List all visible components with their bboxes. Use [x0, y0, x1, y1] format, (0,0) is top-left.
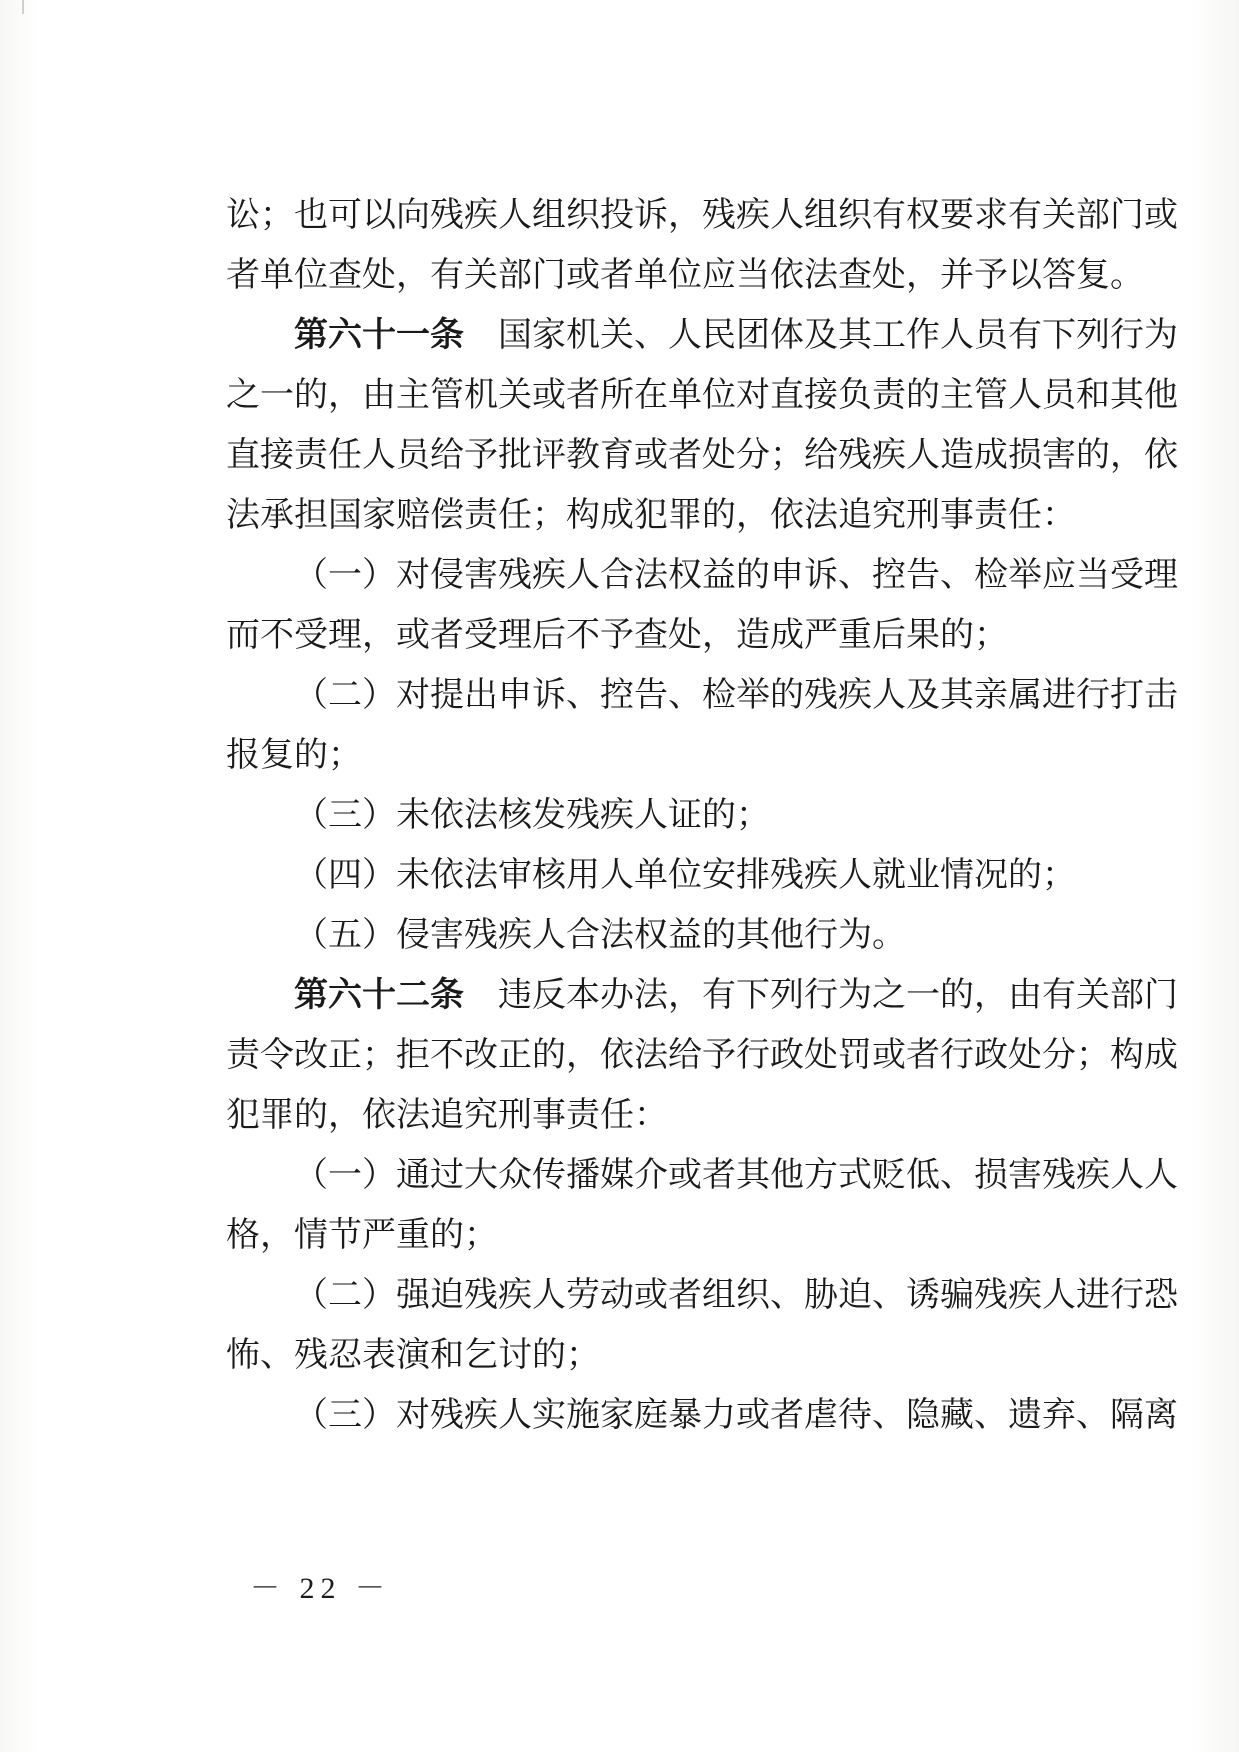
article-62-item-2: （二）强迫残疾人劳动或者组织、胁迫、诱骗残疾人进行恐	[294, 1275, 1178, 1315]
article-61-item-2: （二）对提出申诉、控告、检举的残疾人及其亲属进行打击	[294, 675, 1178, 715]
text-line: 之一的，由主管机关或者所在单位对直接负责的主管人员和其他	[226, 375, 1178, 415]
text-line: 法承担国家赔偿责任；构成犯罪的，依法追究刑事责任：	[226, 495, 1076, 535]
text-line: 讼；也可以向残疾人组织投诉，残疾人组织有权要求有关部门或	[226, 195, 1178, 235]
article-61-item-4: （四）未依法审核用人单位安排残疾人就业情况的；	[294, 855, 1076, 895]
article-61-item-1: （一）对侵害残疾人合法权益的申诉、控告、检举应当受理	[294, 555, 1178, 595]
text-line: 责令改正；拒不改正的，依法给予行政处罚或者行政处分；构成	[226, 1035, 1178, 1075]
article-62-title: 第六十二条	[294, 975, 464, 1015]
text-line: 报复的；	[226, 735, 362, 775]
article-62-item-3: （三）对残疾人实施家庭暴力或者虐待、隐藏、遗弃、隔离	[294, 1395, 1178, 1435]
text-line: 直接责任人员给予批评教育或者处分；给残疾人造成损害的，依	[226, 435, 1178, 475]
text-line: 而不受理，或者受理后不予查处，造成严重后果的；	[226, 615, 1008, 655]
document-body	[226, 185, 1178, 1445]
page-number: － 22 －	[250, 1572, 391, 1605]
article-61-title: 第六十一条	[294, 315, 464, 355]
text-line: 犯罪的，依法追究刑事责任：	[226, 1095, 668, 1135]
text-line: 格，情节严重的；	[226, 1215, 498, 1255]
article-61-item-3: （三）未依法核发残疾人证的；	[294, 795, 770, 835]
article-61-item-5: （五）侵害残疾人合法权益的其他行为。	[294, 915, 906, 955]
article-62-heading-line: 第六十二条 违反本办法，有下列行为之一的，由有关部门	[294, 975, 1178, 1015]
article-62-item-1: （一）通过大众传播媒介或者其他方式贬低、损害残疾人人	[294, 1155, 1178, 1195]
text-line: 者单位查处，有关部门或者单位应当依法查处，并予以答复。	[226, 255, 1144, 295]
text-line: 怖、残忍表演和乞讨的；	[226, 1335, 600, 1375]
article-61-heading-line: 第六十一条 国家机关、人民团体及其工作人员有下列行为	[294, 315, 1178, 355]
scan-edge-mark	[22, 0, 24, 14]
